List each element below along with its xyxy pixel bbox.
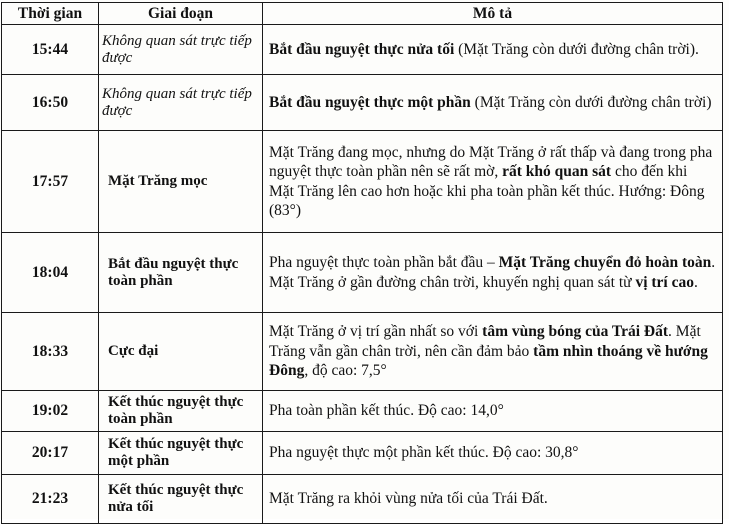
table-row [2, 75, 723, 131]
phase-cell: Bắt đầu nguyệt thực toàn phần [99, 233, 263, 313]
phase-cell: Mặt Trăng mọc [99, 131, 263, 233]
phase-cell: Kết thúc nguyệt thực toàn phần [99, 391, 263, 432]
time-cell: 20:17 [2, 432, 99, 475]
time-cell: 19:02 [2, 391, 99, 432]
time-cell: 18:04 [2, 233, 99, 313]
description-text: (Mặt Trăng còn dưới đường chân trời). [454, 40, 699, 58]
phase-cell: Không quan sát trực tiếp được [99, 75, 263, 131]
description-bold-text: Mặt Trăng chuyển đỏ hoàn toàn [498, 254, 712, 271]
phase-cell: Không quan sát trực tiếp được [99, 25, 263, 75]
description-bold-text: Bắt đầu nguyệt thực một phần [269, 93, 471, 111]
table-row [2, 233, 723, 313]
description-bold-text: tâm vùng bóng của Trái Đất [482, 323, 669, 341]
phase-cell: Kết thúc nguyệt thực nửa tối [99, 475, 263, 524]
description-bold-text: tầm nhìn thoáng về hướng Đông [269, 342, 708, 380]
table-row [2, 131, 723, 233]
description-text: Mặt Trăng ra khỏi vùng nửa tối của Trái Đất. [269, 490, 548, 508]
time-cell: 17:57 [2, 131, 99, 233]
description-cell [263, 313, 723, 391]
description-bold-text: Bắt đầu nguyệt thực nửa tối [269, 40, 455, 58]
description-text: . Mặt Trăng ở gần đường chân trời, khuyến nghị quan sát từ [269, 254, 716, 291]
description-bold-text: vị trí cao [635, 273, 694, 291]
description-text: Pha nguyệt thực toàn phần bắt đầu – [269, 254, 499, 271]
time-cell: 16:50 [2, 75, 99, 131]
table-row [2, 313, 723, 391]
time-cell: 21:23 [2, 475, 99, 524]
description-cell [263, 131, 723, 233]
table-header-row [2, 3, 723, 25]
description-text: cho đến khi Mặt Trăng lên cao hơn hoặc khi pha toàn phần kết thúc. Hướng: Đông (83°) [269, 163, 705, 219]
table-row [2, 25, 723, 75]
description-cell [263, 475, 723, 524]
description-cell [263, 25, 723, 75]
table-row [2, 475, 723, 524]
description-cell [263, 233, 723, 313]
phase-cell: Cực đại [99, 313, 263, 391]
description-text: Mặt Trăng ở vị trí gần nhất so với [269, 323, 483, 341]
description-bold-text: rất khó quan sát [502, 163, 612, 180]
time-cell: 15:44 [2, 25, 99, 75]
table-row [2, 391, 723, 432]
time-cell: 18:33 [2, 313, 99, 391]
description-cell [263, 75, 723, 131]
table-row [2, 432, 723, 475]
description-text: . Mặt Trăng vẫn gần chân trời, nên cần đảm bảo [269, 323, 701, 360]
eclipse-timeline-table [1, 2, 723, 524]
description-text: , độ cao: 7,5° [304, 362, 387, 380]
header-time: Thời gian [2, 3, 99, 25]
description-text: . [693, 273, 698, 291]
description-cell [263, 391, 723, 432]
description-text: Pha nguyệt thực một phần kết thúc. Độ cao: 30,8° [269, 444, 579, 462]
description-text: Mặt Trăng đang mọc, nhưng do Mặt Trăng ở rất thấp và đang trong pha nguyệt thực toàn phần nên sẽ rất mờ, [269, 143, 713, 180]
header-description: Mô tả [263, 3, 723, 25]
description-cell [263, 432, 723, 475]
header-phase: Giai đoạn [99, 3, 263, 25]
phase-cell: Kết thúc nguyệt thực một phần [99, 432, 263, 475]
description-text: (Mặt Trăng còn dưới đường chân trời) [470, 93, 712, 111]
description-text: Pha toàn phần kết thúc. Độ cao: 14,0° [269, 402, 504, 420]
